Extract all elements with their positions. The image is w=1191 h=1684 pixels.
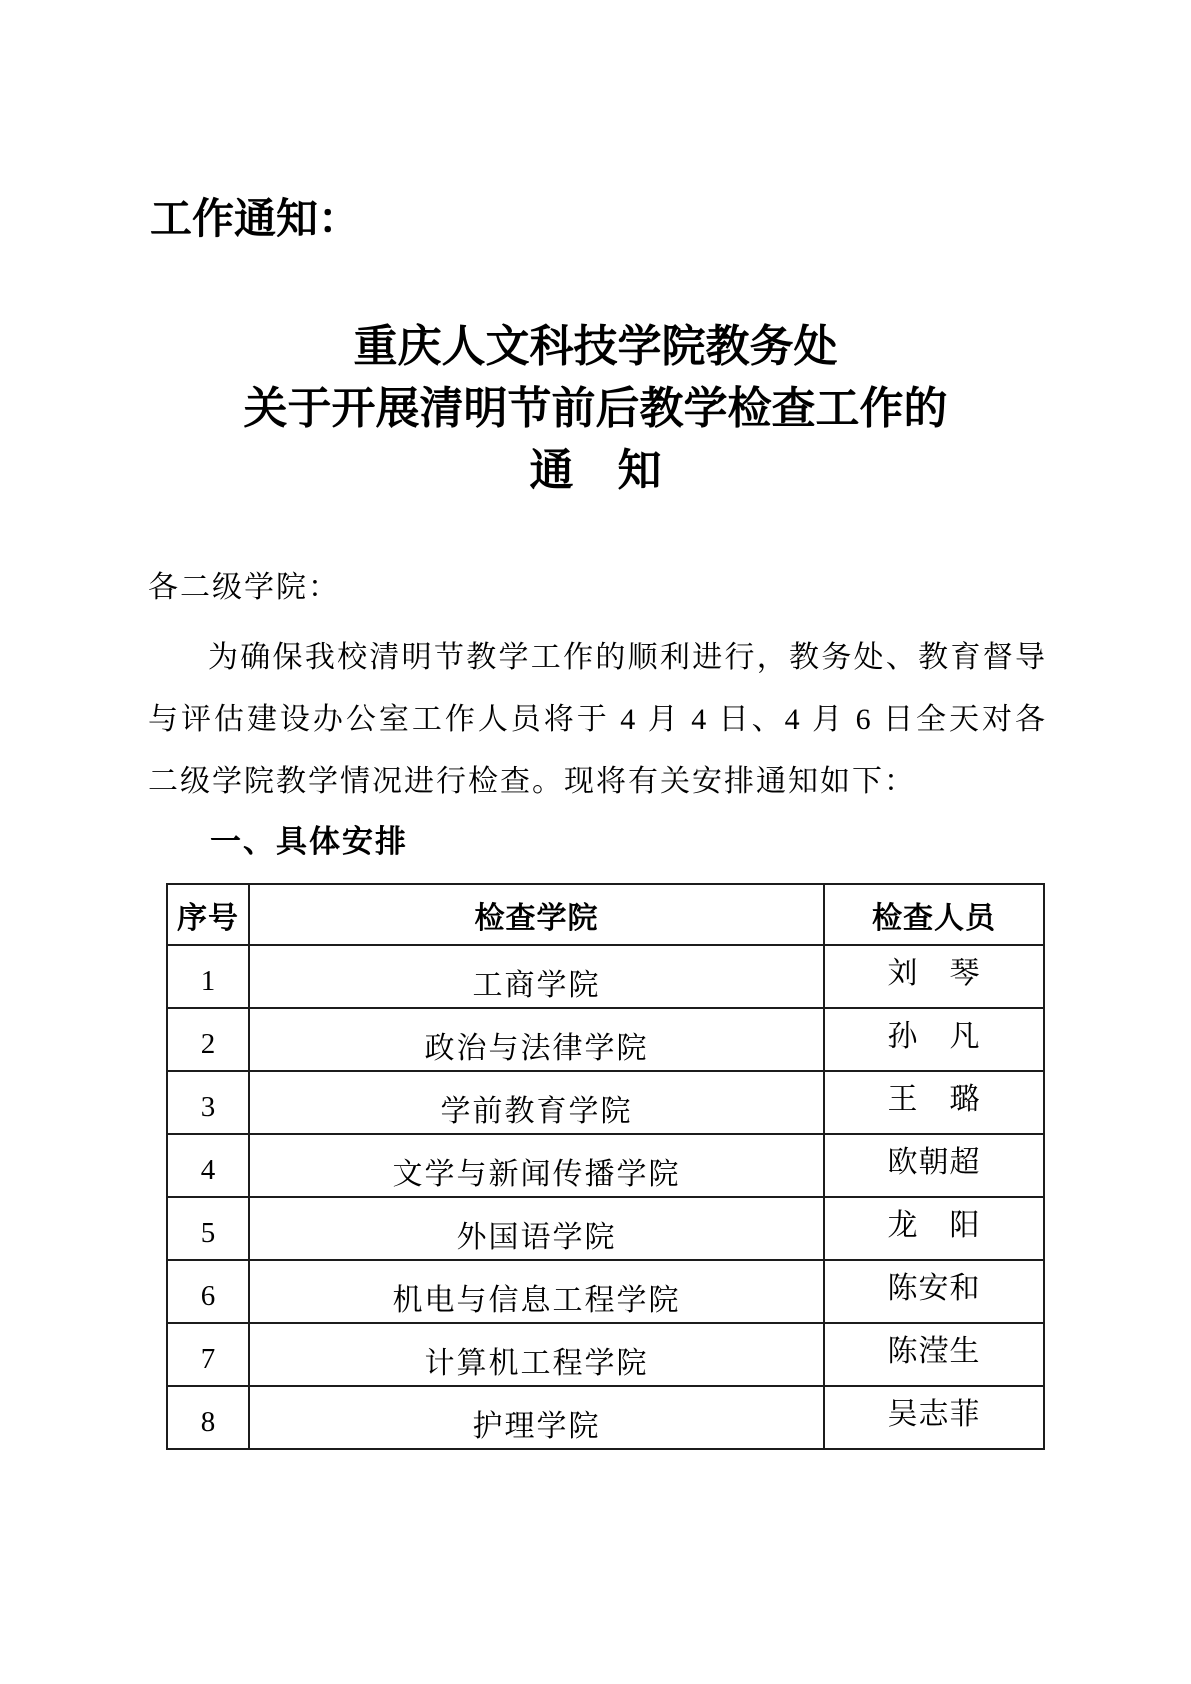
seq-cell	[167, 1134, 249, 1197]
body-paragraph: 为确保我校清明节教学工作的顺利进行，教务处、教育督导与评估建设办公室工作人员将于 4 月 4 日、4 月 6 日全天对各二级学院教学情况进行检查。现将有关安排通知如下：	[148, 641, 1047, 798]
table-header-row	[167, 884, 1044, 945]
college-cell	[249, 1071, 824, 1134]
doc-title	[0, 316, 1191, 502]
header-inspector: 检查人员	[824, 884, 1044, 945]
seq-cell	[167, 1260, 249, 1323]
inspector-cell	[824, 1386, 1044, 1449]
inspector-value: 吴志菲	[887, 1397, 981, 1431]
seq-value: 4	[200, 1153, 216, 1186]
college-value: 工商学院	[472, 968, 601, 1002]
doc-title-line-3: 通 知	[529, 446, 662, 495]
inspector-value: 刘 琴	[887, 956, 981, 990]
table-row	[167, 1260, 1044, 1323]
inspector-cell	[824, 1323, 1044, 1386]
college-cell	[249, 1134, 824, 1197]
college-value: 机电与信息工程学院	[392, 1283, 681, 1317]
salutation: 各二级学院：	[148, 571, 340, 604]
college-value: 文学与新闻传播学院	[392, 1157, 681, 1191]
inspector-value: 陈滢生	[887, 1334, 981, 1368]
college-value: 政治与法律学院	[424, 1031, 649, 1065]
table-row	[167, 1197, 1044, 1260]
seq-cell	[167, 1008, 249, 1071]
inspector-value: 欧朝超	[887, 1145, 981, 1179]
doc-title-line-2: 关于开展清明节前后教学检查工作的	[243, 384, 948, 433]
table-row	[167, 1323, 1044, 1386]
seq-value: 2	[200, 1027, 216, 1060]
college-cell	[249, 1197, 824, 1260]
seq-value: 6	[200, 1279, 216, 1312]
college-cell	[249, 1323, 824, 1386]
seq-cell	[167, 1323, 249, 1386]
table-row	[167, 1386, 1044, 1449]
seq-value: 3	[200, 1090, 216, 1123]
seq-value: 7	[200, 1342, 216, 1375]
table-row	[167, 1134, 1044, 1197]
college-value: 学前教育学院	[440, 1094, 633, 1128]
header-seq-no: 序号	[167, 884, 249, 945]
inspector-value: 陈安和	[887, 1271, 981, 1305]
college-cell	[249, 945, 824, 1008]
college-cell	[249, 1008, 824, 1071]
inspector-cell	[824, 1071, 1044, 1134]
seq-value: 5	[200, 1216, 216, 1249]
seq-value: 8	[200, 1405, 216, 1438]
inspector-cell	[824, 1008, 1044, 1071]
inspector-cell	[824, 1134, 1044, 1197]
doc-title-line-1: 重庆人文科技学院教务处	[353, 322, 838, 371]
inspector-value: 王 璐	[887, 1082, 981, 1116]
table-row	[167, 1008, 1044, 1071]
section-heading: 一、具体安排	[210, 824, 408, 859]
seq-cell	[167, 1197, 249, 1260]
inspector-value: 孙 凡	[887, 1019, 981, 1053]
seq-cell	[167, 945, 249, 1008]
inspection-table	[166, 883, 1045, 1450]
college-cell	[249, 1386, 824, 1449]
inspector-cell	[824, 1260, 1044, 1323]
table-row	[167, 1071, 1044, 1134]
college-cell	[249, 1260, 824, 1323]
doc-label: 工作通知：	[150, 197, 361, 243]
seq-value: 1	[200, 964, 216, 997]
header-college: 检查学院	[249, 884, 824, 945]
college-value: 外国语学院	[456, 1220, 617, 1254]
inspector-value: 龙 阳	[887, 1208, 981, 1242]
inspector-cell	[824, 945, 1044, 1008]
college-value: 计算机工程学院	[424, 1346, 649, 1380]
inspector-cell	[824, 1197, 1044, 1260]
seq-cell	[167, 1386, 249, 1449]
seq-cell	[167, 1071, 249, 1134]
table-row	[167, 945, 1044, 1008]
college-value: 护理学院	[472, 1409, 601, 1443]
